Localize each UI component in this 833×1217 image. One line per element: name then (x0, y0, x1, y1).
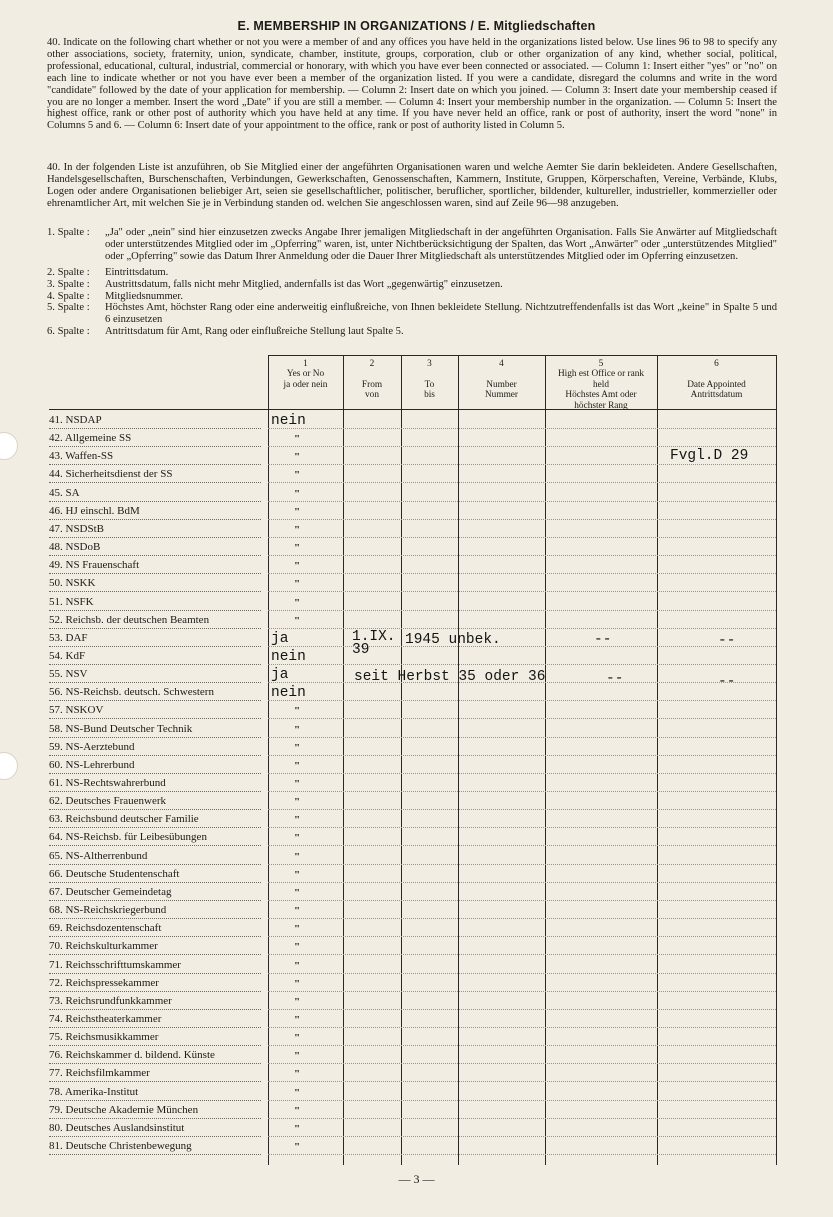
ditto-mark: " (294, 1141, 301, 1153)
ditto-mark: " (294, 796, 301, 808)
row-entry-line (268, 411, 776, 429)
row-label: 42. Allgemeine SS (49, 429, 261, 447)
row-entry-line (268, 1064, 776, 1082)
row-entry-line (268, 883, 776, 901)
ditto-mark: " (294, 469, 301, 481)
row-label: 80. Deutsches Auslandsinstitut (49, 1119, 261, 1137)
spalte-4: 4. Spalte : Mitgliedsnummer. (47, 290, 183, 302)
row-label: 71. Reichsschrifttumskammer (49, 956, 261, 974)
membership-answer: nein (271, 649, 306, 665)
ditto-mark: " (294, 1032, 301, 1044)
column-header-4: 4 Number Nummer (484, 359, 519, 401)
punch-hole-bottom (0, 752, 18, 780)
row-entry-line (268, 847, 776, 865)
ditto-mark: " (294, 524, 301, 536)
daf-from-entry: 1.IX. 39 (352, 629, 396, 658)
daf-to-entry: 1945 unbek. (405, 632, 501, 648)
ditto-mark: " (294, 941, 301, 953)
row-label: 53. DAF (49, 629, 261, 647)
row-entry-line (268, 1028, 776, 1046)
row-label: 46. HJ einschl. BdM (49, 502, 261, 520)
row-label: 44. Sicherheitsdienst der SS (49, 465, 261, 483)
row-label: 43. Waffen-SS (49, 447, 261, 465)
row-entry-line (268, 484, 776, 502)
ditto-mark: " (294, 887, 301, 899)
row-entry-line (268, 1083, 776, 1101)
row-label: 60. NS-Lehrerbund (49, 756, 261, 774)
row-entry-line (268, 647, 776, 665)
row-entry-line (268, 901, 776, 919)
row-entry-line (268, 810, 776, 828)
daf-col6-entry: -- (718, 633, 736, 649)
ditto-mark: " (294, 705, 301, 717)
table-header-rule (49, 409, 776, 410)
row-entry-line (268, 429, 776, 447)
waffen-ss-col6-entry: Fvgl.D 29 (670, 448, 749, 464)
ditto-mark: " (294, 597, 301, 609)
ditto-mark: " (294, 832, 301, 844)
row-label: 57. NSKOV (49, 701, 261, 719)
column-header-6: 6 Date Appointed Antrittsdatum (687, 359, 746, 401)
nsv-col5-entry: -- (606, 671, 624, 687)
ditto-mark: " (294, 542, 301, 554)
section-title: E. MEMBERSHIP IN ORGANIZATIONS / E. Mitgliedschaften (237, 19, 596, 33)
row-entry-line (268, 520, 776, 538)
spalte-3: 3. Spalte : Austrittsdatum, falls nicht mehr Mitglied, andernfalls ist das Wort „gegenwärtig" einzusetzen. (47, 278, 503, 290)
row-entry-line (268, 1101, 776, 1119)
row-entry-line (268, 574, 776, 592)
row-entry-line (268, 974, 776, 992)
instructions-german: 40. In der folgenden Liste ist anzuführen, ob Sie Mitglied einer der angeführten Organisationen waren und welche Aemter Sie darin bekleideten. Andere Gesellschaften, Handelsgesellschaften, Burschenschaften, Verbindungen, Gewerkschaften, Genossenschaften, Kammern, Institute, Gruppen, Körperschaften, Vereine, Verbände, Klubs, Logen oder andere Organisationen beliebiger Art, seien sie gesellschaftlicher, politischer, beruflicher, sportlicher, bildender, kultureller, industrieller, kommerzieller oder ehrenamtlicher Art, mit welchen Sie je in Verbindung standen od. welchen Sie angeschlossen waren, sind auf Zeile 96—98 anzugeben. (47, 162, 777, 209)
row-entry-line (268, 956, 776, 974)
nsv-col6-entry: -- (718, 674, 736, 690)
page-number: — 3 — (398, 1172, 435, 1186)
row-entry-line (268, 919, 776, 937)
spalte-6: 6. Spalte : Antrittsdatum für Amt, Rang oder einflußreiche Stellung laut Spalte 5. (47, 326, 404, 338)
ditto-mark: " (294, 1123, 301, 1135)
column-explanations (47, 227, 777, 338)
row-entry-line (268, 701, 776, 719)
membership-answer: ja (271, 631, 289, 647)
row-entry-line (268, 756, 776, 774)
row-label: 72. Reichspressekammer (49, 974, 261, 992)
ditto-mark: " (294, 905, 301, 917)
nsv-from-entry: seit Herbst 35 oder 36 (354, 669, 546, 685)
row-entry-line (268, 792, 776, 810)
row-entry-line (268, 828, 776, 846)
spalte-5: 5. Spalte : Höchstes Amt, höchster Rang oder eine anderweitig einflußreiche, von Ihnen bekleidete Stellung. Nichtzutreffendenfalls ist das Wort „keine" in Spalte 5 und 6 einzusetzen (47, 302, 777, 326)
ditto-mark: " (294, 578, 301, 590)
ditto-mark: " (294, 433, 301, 445)
row-entry-line (268, 1046, 776, 1064)
ditto-mark: " (294, 978, 301, 990)
row-label: 55. NSV (49, 665, 261, 683)
row-label: 77. Reichsfilmkammer (49, 1064, 261, 1082)
row-label: 68. NS-Reichskriegerbund (49, 901, 261, 919)
column-header-3: 3 To bis (424, 359, 435, 401)
row-entry-line (268, 865, 776, 883)
row-label: 47. NSDStB (49, 520, 261, 538)
row-label: 67. Deutscher Gemeindetag (49, 883, 261, 901)
row-label: 70. Reichskulturkammer (49, 937, 261, 955)
ditto-mark: " (294, 1068, 301, 1080)
spalte-2: 2. Spalte : Eintrittsdatum. (47, 266, 169, 278)
row-label: 56. NS-Reichsb. deutsch. Schwestern (49, 683, 261, 701)
row-entry-line (268, 683, 776, 701)
ditto-mark: " (294, 1014, 301, 1026)
membership-answer: nein (271, 685, 306, 701)
row-label: 81. Deutsche Christenbewegung (49, 1137, 261, 1155)
ditto-mark: " (294, 814, 301, 826)
row-label: 45. SA (49, 484, 261, 502)
row-label: 74. Reichstheaterkammer (49, 1010, 261, 1028)
ditto-mark: " (294, 506, 301, 518)
row-label: 76. Reichskammer d. bildend. Künste (49, 1046, 261, 1064)
ditto-mark: " (294, 996, 301, 1008)
ditto-mark: " (294, 451, 301, 463)
row-entry-line (268, 992, 776, 1010)
row-entry-line (268, 720, 776, 738)
row-entry-line (268, 611, 776, 629)
ditto-mark: " (294, 960, 301, 972)
row-label: 75. Reichsmusikkammer (49, 1028, 261, 1046)
ditto-mark: " (294, 724, 301, 736)
row-label: 59. NS-Aerztebund (49, 738, 261, 756)
row-label: 48. NSDoB (49, 538, 261, 556)
row-label: 51. NSFK (49, 593, 261, 611)
row-entry-line (268, 629, 776, 647)
ditto-mark: " (294, 488, 301, 500)
ditto-mark: " (294, 851, 301, 863)
row-label: 49. NS Frauenschaft (49, 556, 261, 574)
row-entry-line (268, 1010, 776, 1028)
row-entry-line (268, 502, 776, 520)
ditto-mark: " (294, 869, 301, 881)
ditto-mark: " (294, 760, 301, 772)
row-entry-line (268, 1137, 776, 1155)
row-label: 41. NSDAP (49, 411, 261, 429)
row-label: 52. Reichsb. der deutschen Beamten (49, 611, 261, 629)
spalte-1: 1. Spalte : „Ja" oder „nein" sind hier einzusetzen zwecks Angabe Ihrer jemaligen Mitgliedschaft in der angeführten Organisation. Falls Sie Anwärter auf Mitgliedschaft oder unterstützendes Mitglied oder im „Opferring" waren, ist, unter Nichtberücksichtigung der Spalten, das Wort „Anwärter" oder „unterstützendes Mitglied" oder „Opferring" sowie das Datum Ihrer Anmeldung oder die Dauer Ihrer Mitgliedschaft als unterstützendes Mitglied oder im Opferring einzusetzen. (47, 227, 777, 262)
row-label: 73. Reichsrundfunkkammer (49, 992, 261, 1010)
ditto-mark: " (294, 742, 301, 754)
row-label: 50. NSKK (49, 574, 261, 592)
row-label: 65. NS-Altherrenbund (49, 847, 261, 865)
col-divider-7 (776, 355, 777, 1165)
row-label: 54. KdF (49, 647, 261, 665)
row-label: 58. NS-Bund Deutscher Technik (49, 720, 261, 738)
ditto-mark: " (294, 1050, 301, 1062)
ditto-mark: " (294, 1105, 301, 1117)
row-label: 69. Reichsdozentenschaft (49, 919, 261, 937)
daf-col5-entry: -- (594, 632, 612, 648)
ditto-mark: " (294, 923, 301, 935)
punch-hole-top (0, 432, 18, 460)
row-label: 78. Amerika-Institut (49, 1083, 261, 1101)
row-entry-line (268, 593, 776, 611)
column-header-5: 5 High est Office or rank held Höchstes Amt oder höchster Rang (557, 359, 645, 411)
row-label: 63. Reichsbund deutscher Familie (49, 810, 261, 828)
row-entry-line (268, 465, 776, 483)
membership-answer: nein (271, 413, 306, 429)
row-label: 62. Deutsches Frauenwerk (49, 792, 261, 810)
row-label: 61. NS-Rechtswahrerbund (49, 774, 261, 792)
row-label: 66. Deutsche Studentenschaft (49, 865, 261, 883)
column-header-1: 1 Yes or No ja oder nein (283, 359, 328, 390)
ditto-mark: " (294, 615, 301, 627)
row-entry-line (268, 1119, 776, 1137)
instructions-english: 40. Indicate on the following chart whether or not you were a member of and any offices you have held in the organizations listed below. Use lines 96 to 98 to specify any other associations, society, fraternity, union, syndicate, chamber, institute, groups, corporation, club or other organization of any kind, whether social, political, professional, educational, cultural, industrial, commercial or honorary, with which you have ever been connected or associated. — Column 1: Insert either "yes" or "no" on each line to indicate whether or not you have ever been a member of the organization listed. If you were a candidate, disregard the columns and write in the word "candidate" followed by the date of your application for membership. — Column 2: Insert date on which you joined. — Column 3: Insert date your membership ceased if you are no longer a member. Insert the word „Date" if you are still a member. — Column 4: Insert your membership number in the organization. — Column 5: Insert the highest office, rank or other post of authority which you have held at any time. If you have never held an office, rank or post of authority, insert the word "none" in Columns 5 and 6. — Column 6: Insert date of your appointment to the office, rank or post of authority listed in Column 5. (47, 37, 777, 132)
row-entry-line (268, 556, 776, 574)
row-label: 64. NS-Reichsb. für Leibesübungen (49, 828, 261, 846)
ditto-mark: " (294, 1087, 301, 1099)
row-entry-line (268, 937, 776, 955)
ditto-mark: " (294, 560, 301, 572)
row-entry-line (268, 774, 776, 792)
row-entry-line (268, 538, 776, 556)
membership-answer: ja (271, 667, 289, 683)
row-label: 79. Deutsche Akademie München (49, 1101, 261, 1119)
column-header-2: 2 From von (361, 359, 383, 401)
ditto-mark: " (294, 778, 301, 790)
row-entry-line (268, 738, 776, 756)
